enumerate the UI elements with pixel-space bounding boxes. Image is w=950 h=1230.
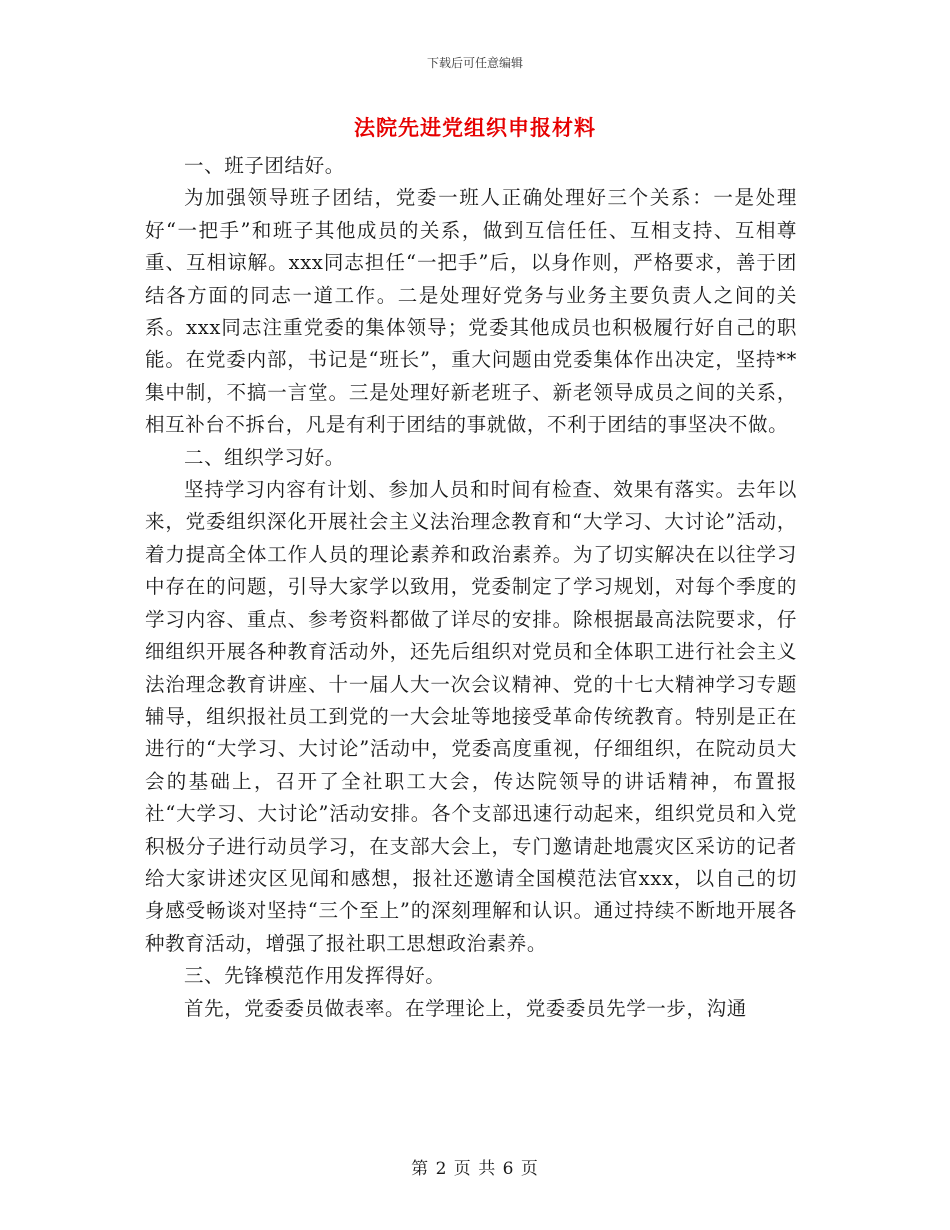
section-heading-1: 一、班子团结好。 [184, 154, 345, 177]
document-body [145, 150, 797, 1025]
document-title: 法院先进党组织申报材料 [354, 115, 596, 140]
paragraph-1: 为加强领导班子团结，党委一班人正确处理好三个关系：一是处理好“一把手”和班子其他成员的关系，做到互信任任、互相支持、互相尊重、互相谅解。xxx同志担任“一把手”后，以身作则，严格要求，善于团结各方面的同志一道工作。二是处理好党务与业务主要负责人之间的关系。xxx同志注重党委的集体领导；党委其他成员也积极履行好自己的职能。在党委内部，书记是“班长”，重大问题由党委集体作出决定，坚持**集中制，不搞一言堂。三是处理好新老班子、新老领导成员之间的关系，相互补台不拆台，凡是有利于团结的事就做，不利于团结的事坚决不做。 [145, 186, 797, 437]
section-heading-2: 二、组织学习好。 [184, 445, 345, 469]
page-number: 第 2 页 共 6 页 [411, 1159, 539, 1179]
header-note: 下载后可任意编辑 [426, 56, 523, 70]
paragraph-3: 首先，党委委员做表率。在学理论上，党委委员先学一步，沟通 [184, 996, 747, 1020]
section-heading-3: 三、先锋模范作用发挥得好。 [184, 964, 446, 988]
paragraph-2: 坚持学习内容有计划、参加人员和时间有检查、效果有落实。去年以来，党委组织深化开展社会主义法治理念教育和“大学习、大讨论”活动，着力提高全体工作人员的理论素养和政治素养。为了切实解决在以往学习中存在的问题，引导大家学以致用，党委制定了学习规划，对每个季度的学习内容、重点、参考资料都做了详尽的安排。除根据最高法院要求，仔细组织开展各种教育活动外，还先后组织对党员和全体职工进行社会主义法治理念教育讲座、十一届人大一次会议精神、党的十七大精神学习专题辅导，组织报社员工到党的一大会址等地接受革命传统教育。特别是正在进行的“大学习、大讨论”活动中，党委高度重视，仔细组织，在院动员大会的基础上，召开了全社职工大会，传达院领导的讲话精神，布置报社“大学习、大讨论”活动安排。各个支部迅速行动起来，组织党员和入党积极分子进行动员学习，在支部大会上，专门邀请赴地震灾区采访的记者给大家讲述灾区见闻和感想，报社还邀请全国模范法官xxx，以自己的切身感受畅谈对坚持“三个至上”的深刻理解和认识。通过持续不断地开展各种教育活动，增强了报社职工思想政治素养。 [145, 478, 797, 955]
